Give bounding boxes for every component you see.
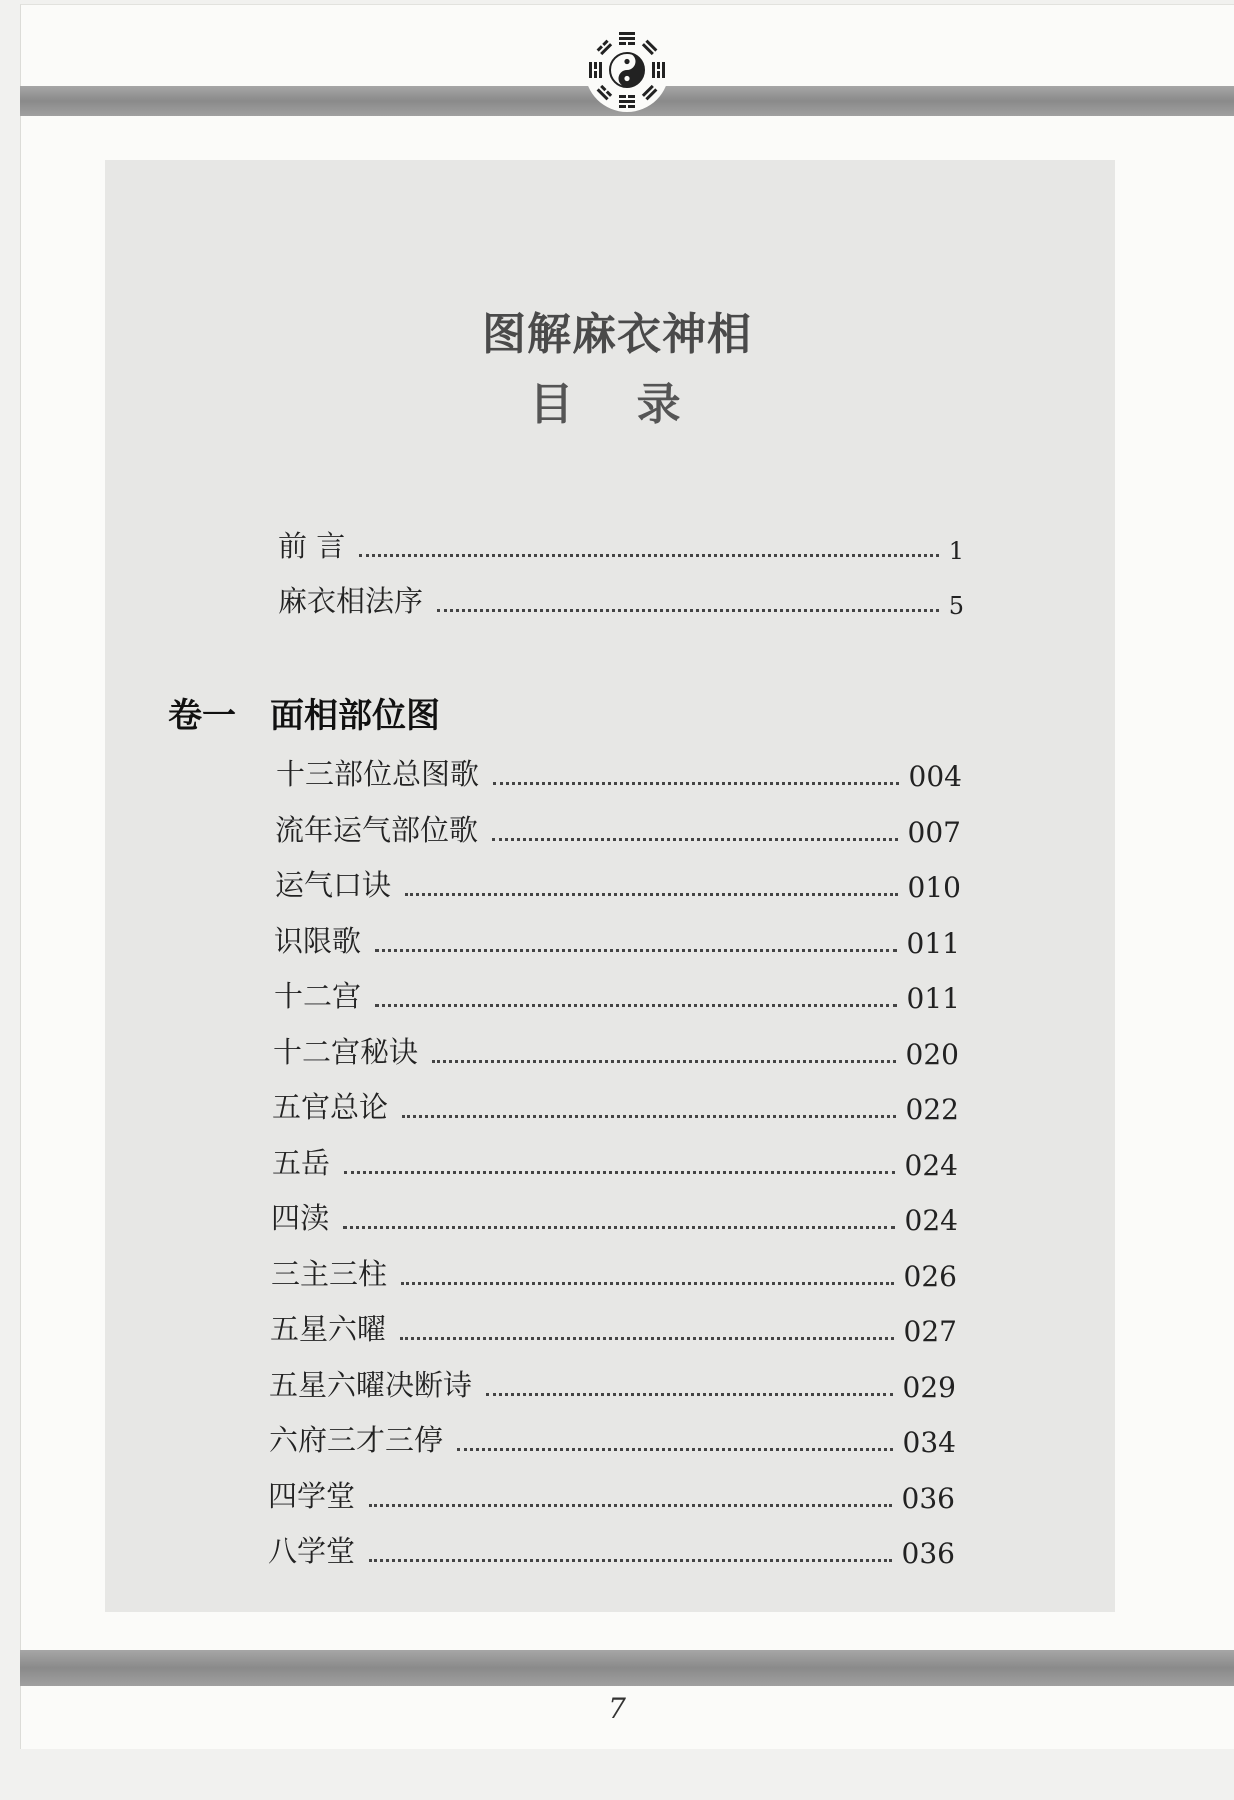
toc-entry xyxy=(268,1474,955,1515)
dot-leader xyxy=(359,553,939,557)
dot-leader xyxy=(400,1336,894,1340)
toc-entry-page: 011 xyxy=(906,982,960,1015)
toc-entry-label: 八学堂 xyxy=(268,1534,356,1568)
dot-leader xyxy=(437,608,939,612)
toc-entry xyxy=(275,863,961,904)
toc-entry-page: 029 xyxy=(902,1370,956,1404)
toc-entry-label: 四渎 xyxy=(271,1201,330,1235)
toc-entry-page: 036 xyxy=(901,1481,955,1515)
toc-entry xyxy=(270,1307,957,1348)
toc-entry-label: 六府三才三停 xyxy=(269,1423,444,1457)
toc-entry-label: 流年运气部位歌 xyxy=(275,812,479,847)
toc-entry-label: 十二宫 xyxy=(274,979,362,1013)
footer-band xyxy=(20,1650,1234,1686)
chapter-heading xyxy=(168,688,440,737)
dot-leader xyxy=(457,1447,893,1451)
toc-entry xyxy=(271,1196,958,1237)
toc-entry xyxy=(275,808,961,849)
toc-entry-label: 识限歌 xyxy=(274,923,362,958)
toc-entry-page: 1 xyxy=(948,537,964,565)
page-number: 7 xyxy=(608,1692,626,1725)
toc-entry-label: 五星六曜 xyxy=(270,1312,387,1346)
toc-entry-page: 027 xyxy=(903,1315,957,1348)
book-title: 图解麻衣神相 xyxy=(482,309,752,360)
toc-entry-page: 022 xyxy=(905,1093,959,1126)
toc-entry xyxy=(272,1141,958,1182)
toc-entry-label: 十三部位总图歌 xyxy=(276,757,480,791)
toc-entry xyxy=(269,1418,956,1459)
toc-entry-label: 前 言 xyxy=(278,529,346,563)
toc-entry xyxy=(274,974,960,1015)
toc-entry-page: 011 xyxy=(906,926,960,960)
chapter-title: 面相部位图 xyxy=(270,696,440,736)
toc-entry xyxy=(274,919,960,960)
dot-leader xyxy=(492,837,898,841)
toc-entry xyxy=(272,1085,959,1126)
toc-entry-page: 5 xyxy=(948,592,964,620)
toc-entry-page: 026 xyxy=(903,1259,957,1293)
taiji-bagua-icon xyxy=(585,28,669,112)
toc-entry xyxy=(269,1363,956,1404)
toc-heading: 目 录 xyxy=(529,379,705,430)
chapter-number: 卷一 xyxy=(168,696,236,736)
toc-entry xyxy=(271,1252,957,1293)
toc-entry-label: 五岳 xyxy=(272,1145,331,1180)
toc-entry-page: 036 xyxy=(901,1537,955,1570)
toc-entry-label: 五星六曜决断诗 xyxy=(269,1367,473,1402)
toc-entry-page: 020 xyxy=(905,1037,959,1071)
dot-leader xyxy=(344,1170,895,1174)
dot-leader xyxy=(375,1003,897,1007)
toc-entry-page: 010 xyxy=(907,871,961,904)
dot-leader xyxy=(486,1392,893,1396)
dot-leader xyxy=(369,1503,892,1507)
dot-leader xyxy=(402,1114,896,1118)
toc-entry-label: 四学堂 xyxy=(268,1478,356,1513)
dot-leader xyxy=(405,892,898,896)
toc-entry-label: 麻衣相法序 xyxy=(278,584,424,618)
toc-entry-page: 034 xyxy=(902,1426,956,1459)
toc-entry-page: 004 xyxy=(908,760,962,793)
dot-leader xyxy=(432,1059,896,1063)
dot-leader xyxy=(375,948,897,952)
toc-entry-label: 十二宫秘诀 xyxy=(273,1034,419,1069)
toc-entry-page: 007 xyxy=(907,815,961,849)
toc-entry xyxy=(273,1030,959,1071)
toc-entry-label: 运气口诀 xyxy=(275,868,392,902)
toc-entry-page: 024 xyxy=(904,1204,958,1237)
toc-entry xyxy=(276,752,962,793)
toc-entry-page: 024 xyxy=(904,1148,958,1182)
dot-leader xyxy=(401,1281,894,1285)
toc-entry-label: 五官总论 xyxy=(272,1090,389,1124)
dot-leader xyxy=(493,781,899,785)
toc-entry xyxy=(278,579,964,620)
toc-entry-label: 三主三柱 xyxy=(271,1256,388,1291)
toc-entry xyxy=(278,524,964,565)
dot-leader xyxy=(369,1558,892,1562)
toc-entry xyxy=(268,1529,955,1570)
dot-leader xyxy=(343,1225,895,1229)
